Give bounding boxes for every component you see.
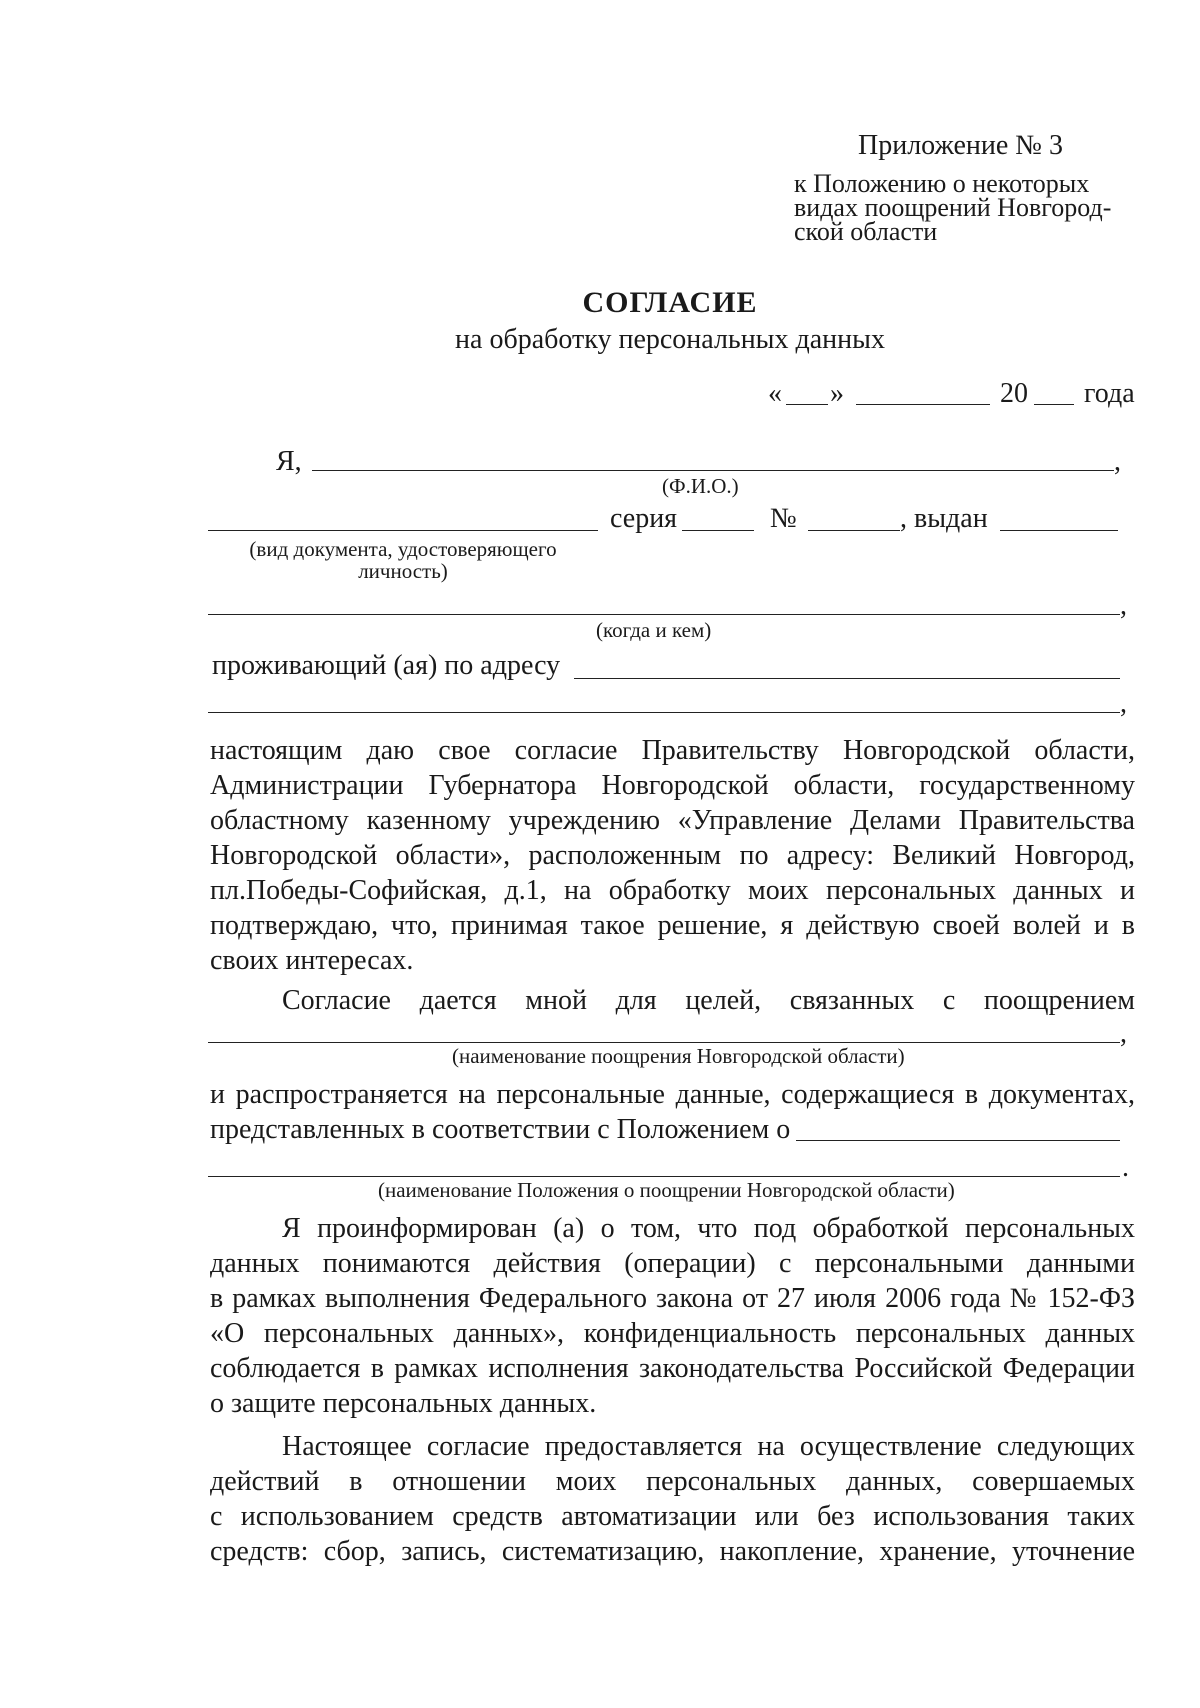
paragraph-line: областному казенному учреждению «Управление Делами Правительства <box>210 805 1135 836</box>
issued-when-comma: , <box>1120 590 1127 621</box>
document-title: СОГЛАСИЕ <box>582 286 758 319</box>
appendix-reference <box>794 169 1112 246</box>
paragraph-line: пл.Победы-Софийская, д.1, на обработку моих персональных данных и <box>210 875 1135 906</box>
paragraph-line: в рамках выполнения Федерального закона от 27 июля 2006 года № 152-ФЗ <box>210 1283 1135 1314</box>
year-word: года <box>1084 378 1135 409</box>
document-caption-line: (вид документа, удостоверяющего <box>249 537 557 561</box>
regulation-blank-2[interactable] <box>208 1176 1120 1177</box>
regulation-period: . <box>1122 1152 1129 1183</box>
date-open-quote: « <box>768 378 782 409</box>
paragraph-line: средств: сбор, запись, систематизацию, накопление, хранение, уточнение <box>210 1536 1135 1567</box>
paragraph-line: своих интересах. <box>210 945 414 976</box>
award-name-blank[interactable] <box>208 1042 1120 1043</box>
fio-caption: (Ф.И.О.) <box>662 474 739 498</box>
paragraph-line: Администрации Губернатора Новгородской области, государственному <box>210 770 1135 801</box>
paragraph-line: с использованием средств автоматизации или без использования таких <box>210 1501 1135 1532</box>
when-caption: (когда и кем) <box>596 618 712 642</box>
paragraph-line: настоящим даю свое согласие Правительству Новгородской области, <box>210 735 1135 766</box>
i-label: Я, <box>276 446 302 477</box>
number-blank[interactable] <box>808 530 900 531</box>
award-comma: , <box>1120 1018 1127 1049</box>
series-label: серия <box>610 503 678 534</box>
issued-when-blank[interactable] <box>208 614 1120 615</box>
paragraph-line: «О персональных данных», конфиденциальность персональных данных <box>210 1318 1135 1349</box>
day-blank[interactable] <box>786 404 828 405</box>
paragraph-line: данных понимаются действия (операции) с персональными данными <box>210 1248 1135 1279</box>
paragraph-line: представленных в соответствии с Положением о <box>210 1114 791 1145</box>
address-label: проживающий (ая) по адресу <box>212 650 561 681</box>
document-subtitle: на обработку персональных данных <box>455 324 885 355</box>
year-prefix: 20 <box>1000 378 1028 409</box>
regulation-caption: (наименование Положения о поощрении Новгородской области) <box>378 1178 955 1202</box>
paragraph-line: Новгородской области», расположенным по адресу: Великий Новгород, <box>210 840 1135 871</box>
address-blank-1[interactable] <box>574 678 1120 679</box>
document-type-caption <box>228 538 578 582</box>
fio-blank[interactable] <box>312 470 1114 471</box>
date-close-quote: » <box>830 378 844 409</box>
paragraph-line: Я проинформирован (а) о том, что под обработкой персональных <box>282 1213 1135 1244</box>
address-comma: , <box>1120 688 1127 719</box>
number-label: № <box>770 503 797 534</box>
regulation-blank-1[interactable] <box>796 1140 1120 1141</box>
appendix-ref-line: к Положению о некоторых <box>794 169 1090 198</box>
issued-blank[interactable] <box>1000 530 1118 531</box>
document-caption-line: личность) <box>358 559 448 583</box>
paragraph-line: о защите персональных данных. <box>210 1388 597 1419</box>
award-caption: (наименование поощрения Новгородской области) <box>452 1044 905 1068</box>
issued-label: , выдан <box>900 503 988 534</box>
year-blank[interactable] <box>1034 404 1074 405</box>
appendix-number: Приложение № 3 <box>858 130 1063 161</box>
appendix-ref-line: видах поощрений Новгород- <box>794 193 1112 222</box>
paragraph-line: соблюдается в рамках исполнения законодательства Российской Федерации <box>210 1353 1135 1384</box>
paragraph-line: действий в отношении моих персональных данных, совершаемых <box>210 1466 1135 1497</box>
paragraph-line: Согласие дается мной для целей, связанных с поощрением <box>282 985 1135 1016</box>
paragraph-line: и распространяется на персональные данные, содержащиеся в документах, <box>210 1079 1135 1110</box>
paragraph-line: подтверждаю, что, принимая такое решение, я действую своей волей и в <box>210 910 1135 941</box>
fio-comma: , <box>1114 446 1121 477</box>
paragraph-line: Настоящее согласие предоставляется на осуществление следующих <box>282 1431 1135 1462</box>
document-type-blank[interactable] <box>208 530 598 531</box>
address-blank-2[interactable] <box>208 712 1120 713</box>
month-blank[interactable] <box>856 404 990 405</box>
appendix-ref-line: ской области <box>794 217 938 246</box>
series-blank[interactable] <box>682 530 754 531</box>
